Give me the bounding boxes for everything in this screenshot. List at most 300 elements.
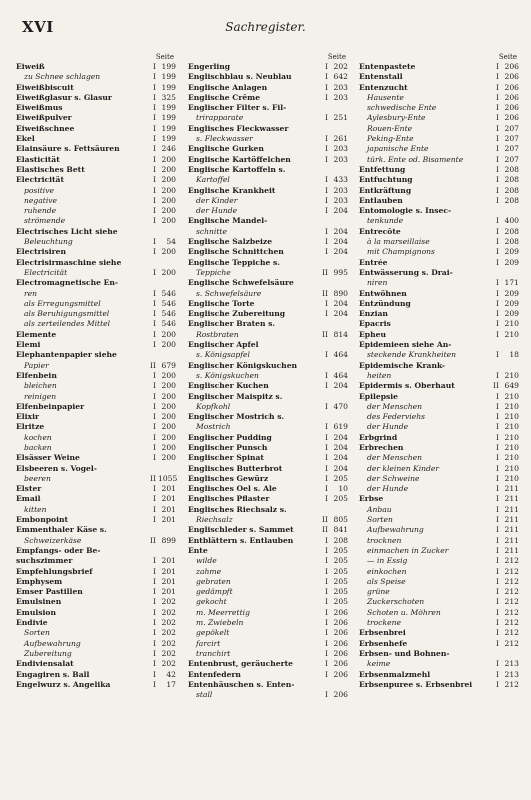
index-entry [188, 371, 348, 381]
entry-volume: I [325, 422, 328, 432]
entry-page: 206 [504, 82, 519, 92]
entry-page: 210 [504, 422, 519, 432]
entry-page: 206 [333, 659, 348, 669]
entry-page: 54 [166, 237, 176, 247]
entry-volume: I [496, 576, 499, 586]
entry-page: 210 [504, 401, 519, 411]
index-entry [359, 443, 519, 453]
entry-volume: I [325, 442, 328, 452]
entry-term: Englische Crême [188, 92, 261, 102]
entry-page: 199 [161, 134, 176, 144]
entry-volume: I [496, 329, 499, 339]
index-entry [16, 392, 176, 402]
index-entry [16, 381, 176, 391]
entry-page: 202 [333, 62, 348, 71]
entry-term: Rouen-Ente [367, 123, 413, 133]
entry-term: farcirt [196, 638, 221, 648]
entry-term: einmachen in Zucker [367, 545, 449, 555]
index-entry [188, 453, 348, 463]
index-entry [359, 402, 519, 412]
entry-volume: I [496, 515, 499, 525]
index-entry [359, 175, 519, 185]
entry-page: 470 [333, 401, 348, 411]
entry-volume: I [153, 309, 156, 319]
entry-page: 202 [161, 659, 176, 669]
entry-term: Englische Kartoffeln s. [188, 164, 286, 174]
entry-volume: I [325, 597, 328, 607]
entry-page: 213 [504, 659, 519, 669]
index-entry [188, 134, 348, 144]
entry-page: 205 [333, 556, 348, 566]
entry-term: Erbsenbrei [359, 628, 406, 638]
entry-term: der kleinen Kinder [367, 463, 440, 473]
entry-term: Entrée [359, 257, 388, 267]
entry-term: Emser Pastillen [16, 587, 83, 597]
entry-volume: I [325, 659, 328, 669]
index-entry [16, 577, 176, 587]
entry-page: 207 [504, 134, 519, 144]
index-entry [359, 608, 519, 618]
entry-volume: I [153, 298, 156, 308]
entry-volume: I [325, 350, 328, 360]
index-entry [359, 381, 519, 391]
entry-term: Englischer Kuchen [188, 381, 269, 391]
entry-term: Kopfkohl [196, 401, 231, 411]
entry-page: 206 [333, 648, 348, 658]
entry-volume: I [496, 473, 499, 483]
entry-volume: I [496, 659, 499, 669]
entry-term: zu Schnee schlagen [24, 72, 101, 82]
entry-page: 18 [509, 350, 519, 360]
index-entry [359, 371, 519, 381]
entry-page: 212 [504, 638, 519, 648]
index-entry [188, 299, 348, 309]
entry-term: Rostbraten [196, 329, 239, 339]
entry-term: Englischer Punsch [188, 442, 268, 452]
entry-volume: I [325, 82, 328, 92]
entry-volume: I [153, 638, 156, 648]
index-entry [16, 299, 176, 309]
index-entry [188, 484, 348, 494]
entry-term: Epheu [359, 329, 386, 339]
entry-term: Englischblau s. Neublau [188, 72, 292, 82]
entry-term: Emulsinen [16, 597, 62, 607]
entry-term: Epidemieen siehe An- [359, 340, 452, 350]
entry-volume: I [496, 463, 499, 473]
entry-volume: I [325, 690, 328, 700]
entry-term: Elemente [16, 329, 57, 339]
entry-term: s. Königsapfel [196, 350, 250, 360]
entry-term: Englische Gurken [188, 144, 264, 154]
entry-page: 211 [504, 535, 519, 545]
entry-page: 208 [333, 535, 348, 545]
entry-term: einkochen [367, 566, 407, 576]
entry-term: m. Meerrettig [196, 607, 250, 617]
entry-page: 209 [504, 298, 519, 308]
entry-term: ruhende [24, 206, 57, 216]
entry-term: trockene [367, 618, 401, 628]
entry-page: 204 [333, 226, 348, 236]
entry-page: 200 [161, 216, 176, 226]
seite-label: Seite [155, 53, 174, 61]
entry-volume: I [153, 659, 156, 669]
entry-term: Emmenthaler Käse s. [16, 525, 107, 535]
entry-volume: I [325, 463, 328, 473]
entry-page: 208 [504, 226, 519, 236]
entry-term: Electricität [24, 267, 68, 277]
entry-term: Englisches Butterbrot [188, 463, 283, 473]
entry-term: Entfettung [359, 164, 406, 174]
entry-term: Empfangs- oder Be- [16, 545, 101, 555]
entry-volume: I [496, 442, 499, 452]
index-entry [188, 422, 348, 432]
entry-term: als zerteilendes Mittel [24, 319, 111, 329]
entry-list [16, 62, 176, 690]
index-entry [16, 608, 176, 618]
entry-volume: I [153, 504, 156, 514]
entry-volume: I [325, 298, 328, 308]
index-entry [16, 124, 176, 134]
entry-page: 206 [333, 638, 348, 648]
entry-page: 205 [333, 576, 348, 586]
index-entry [188, 639, 348, 649]
entry-page: 642 [333, 72, 348, 82]
entry-volume: I [153, 113, 156, 123]
entry-term: strömende [24, 216, 66, 226]
index-entry [188, 505, 348, 515]
entry-term: Englischer Spinat [188, 453, 264, 463]
entry-page: 201 [161, 504, 176, 514]
entry-term: Eiweißpulver [16, 113, 72, 123]
entry-page: 205 [333, 545, 348, 555]
entry-term: Entwöhnen [359, 288, 407, 298]
index-entry [16, 155, 176, 165]
index-entry [188, 680, 348, 690]
index-entry [188, 227, 348, 237]
entry-page: 10 [338, 484, 348, 494]
index-entry [16, 319, 176, 329]
entry-volume: I [153, 648, 156, 658]
entry-page: 200 [161, 329, 176, 339]
entry-term: Schweizerkäse [24, 535, 82, 545]
entry-volume: I [496, 638, 499, 648]
entry-term: backen [24, 442, 52, 452]
index-entry [16, 649, 176, 659]
entry-volume: I [496, 257, 499, 267]
index-entry [359, 412, 519, 422]
entry-page: 211 [504, 515, 519, 525]
entry-volume: I [325, 638, 328, 648]
entry-term: Entomologie s. Insec- [359, 206, 452, 216]
entry-page: 171 [504, 278, 519, 288]
entry-term: heiten [367, 370, 392, 380]
index-entry [16, 340, 176, 350]
entry-term: Schoten u. Möhren [367, 607, 441, 617]
entry-term: ren [24, 288, 38, 298]
entry-page: 200 [161, 164, 176, 174]
entry-volume: I [153, 319, 156, 329]
entry-page: 200 [161, 432, 176, 442]
entry-page: 199 [161, 113, 176, 123]
index-entry [188, 165, 348, 175]
index-entry [359, 62, 519, 72]
index-entry [188, 474, 348, 484]
index-entry [359, 124, 519, 134]
index-entry [359, 216, 519, 226]
entry-volume: I [496, 185, 499, 195]
entry-page: 546 [161, 319, 176, 329]
entry-term: Engelwurz s. Angelika [16, 679, 111, 689]
entry-term: — in Essig [367, 556, 408, 566]
entry-term: des Federviehs [367, 412, 425, 422]
index-entry [16, 309, 176, 319]
entry-term: Erbsenhefe [359, 638, 408, 648]
entry-page: 200 [161, 175, 176, 185]
entry-volume: I [496, 247, 499, 257]
entry-term: Entenfedern [188, 669, 241, 679]
index-entry [188, 587, 348, 597]
entry-page: 1055 [158, 473, 178, 483]
entry-term: als Beruhigungsmittel [24, 309, 110, 319]
index-entry [359, 330, 519, 340]
entry-term: Englisches Riechsalz s. [188, 504, 287, 514]
index-entry [188, 670, 348, 680]
entry-volume: I [325, 113, 328, 123]
entry-volume: I [325, 545, 328, 555]
entry-term: Elritze [16, 422, 45, 432]
entry-volume: I [496, 298, 499, 308]
index-entry [359, 72, 519, 82]
entry-page: 211 [504, 525, 519, 535]
entry-term: Sorten [367, 515, 393, 525]
entry-term: Englischer Pudding [188, 432, 272, 442]
index-entry [188, 577, 348, 587]
entry-volume: I [325, 195, 328, 205]
entry-term: Elephantenpapier siehe [16, 350, 117, 360]
entry-page: 546 [161, 309, 176, 319]
entry-term: Eiweißbiscuit [16, 82, 74, 92]
index-entry [188, 155, 348, 165]
index-entry [16, 247, 176, 257]
entry-page: 203 [333, 144, 348, 154]
entry-term: Englischleder s. Sammet [188, 525, 294, 535]
entry-term: der Menschen [367, 401, 422, 411]
entry-volume: I [325, 535, 328, 545]
entry-volume: I [325, 309, 328, 319]
entry-page: 212 [504, 566, 519, 576]
entry-page: 210 [504, 473, 519, 483]
entry-page: 200 [161, 412, 176, 422]
entry-term: Entwässerung s. Drai- [359, 267, 453, 277]
entry-volume: I [325, 144, 328, 154]
index-entry [359, 93, 519, 103]
entry-volume: I [153, 288, 156, 298]
index-entry [188, 392, 348, 402]
entry-volume: I [325, 381, 328, 391]
entry-term: beeren [24, 473, 51, 483]
index-entry [188, 144, 348, 154]
entry-term: negative [24, 195, 58, 205]
entry-page: 211 [504, 484, 519, 494]
index-entry [188, 546, 348, 556]
entry-page: 204 [333, 381, 348, 391]
index-entry [359, 536, 519, 546]
entry-volume: I [496, 82, 499, 92]
entry-page: 203 [333, 154, 348, 164]
entry-volume: I [153, 82, 156, 92]
entry-page: 207 [504, 154, 519, 164]
entry-term: Aylesbury-Ente [367, 113, 426, 123]
index-entry [359, 433, 519, 443]
index-entry [16, 289, 176, 299]
entry-volume: I [496, 545, 499, 555]
entry-volume: I [496, 288, 499, 298]
entry-term: Englische Krankheit [188, 185, 276, 195]
entry-volume: I [153, 237, 156, 247]
entry-volume: II [322, 525, 328, 535]
entry-page: 200 [161, 370, 176, 380]
entry-term: der Hunde [196, 206, 238, 216]
entry-term: als Speise [367, 576, 406, 586]
entry-volume: I [496, 309, 499, 319]
entry-term: Elixir [16, 412, 39, 422]
page-header [0, 0, 531, 40]
entry-volume: I [496, 92, 499, 102]
entry-page: 251 [333, 113, 348, 123]
entry-page: 201 [161, 515, 176, 525]
entry-volume: I [153, 576, 156, 586]
entry-term: Englische Mandel- [188, 216, 268, 226]
index-entry [16, 453, 176, 463]
entry-volume: I [153, 329, 156, 339]
entry-page: 210 [504, 453, 519, 463]
entry-page: 325 [161, 92, 176, 102]
entry-term: Englische Teppiche s. [188, 257, 280, 267]
entry-term: Entenzucht [359, 82, 408, 92]
index-entry [16, 505, 176, 515]
entry-volume: I [153, 103, 156, 113]
index-entry [16, 113, 176, 123]
entry-term: grüne [367, 587, 390, 597]
entry-volume: I [496, 401, 499, 411]
entry-volume: I [496, 113, 499, 123]
entry-page: 208 [504, 175, 519, 185]
index-entry [188, 618, 348, 628]
entry-volume: I [325, 607, 328, 617]
entry-page: 206 [504, 113, 519, 123]
entry-term: Engagiren s. Ball [16, 669, 90, 679]
entry-volume: I [496, 370, 499, 380]
entry-volume: I [153, 494, 156, 504]
entry-term: Englische Zubereitung [188, 309, 286, 319]
entry-term: Elsässer Weine [16, 453, 80, 463]
entry-volume: I [496, 226, 499, 236]
entry-term: der Hunde [367, 484, 409, 494]
entry-volume: I [325, 92, 328, 102]
index-entry [359, 587, 519, 597]
entry-volume: I [325, 453, 328, 463]
entry-volume: I [496, 154, 499, 164]
entry-volume: I [153, 669, 156, 679]
entry-page: 210 [504, 432, 519, 442]
index-entry [16, 175, 176, 185]
index-entry [188, 72, 348, 82]
entry-page: 202 [161, 628, 176, 638]
entry-term: Electrisches Licht siehe [16, 226, 118, 236]
entry-term: gedämpft [196, 587, 233, 597]
entry-term: gepökelt [196, 628, 230, 638]
index-entry [16, 144, 176, 154]
entry-volume: I [325, 473, 328, 483]
entry-term: à la marseillaise [367, 237, 430, 247]
entry-term: Ekel [16, 134, 35, 144]
entry-volume: I [153, 123, 156, 133]
index-entry [16, 103, 176, 113]
index-entry [16, 62, 176, 72]
entry-page: 208 [504, 185, 519, 195]
entry-page: 208 [504, 164, 519, 174]
entry-term: japanische Ente [367, 144, 429, 154]
index-entry [188, 124, 348, 134]
index-entry [188, 278, 348, 288]
entry-page: 201 [161, 566, 176, 576]
index-entry [16, 216, 176, 226]
entry-page: 204 [333, 237, 348, 247]
index-entry [188, 597, 348, 607]
entry-page: 841 [333, 525, 348, 535]
entry-volume: I [325, 556, 328, 566]
entry-page: 206 [333, 669, 348, 679]
entry-volume: II [322, 288, 328, 298]
entry-volume: I [153, 185, 156, 195]
entry-term: Electricität [16, 175, 64, 185]
entry-volume: II [150, 473, 156, 483]
entry-page: 200 [161, 381, 176, 391]
entry-volume: I [496, 103, 499, 113]
entry-volume: I [496, 484, 499, 494]
entry-volume: I [496, 412, 499, 422]
entry-term: reinigen [24, 391, 57, 401]
entry-volume: I [153, 432, 156, 442]
entry-page: 203 [333, 92, 348, 102]
entry-volume: I [153, 164, 156, 174]
index-entry [16, 93, 176, 103]
entry-term: Zuckerschoten [367, 597, 425, 607]
entry-page: 204 [333, 442, 348, 452]
entry-volume: II [150, 360, 156, 370]
index-entry [16, 402, 176, 412]
entry-page: 211 [504, 494, 519, 504]
entry-volume: I [153, 72, 156, 82]
entry-term: Entblättern s. Entlauben [188, 535, 294, 545]
index-entry [359, 659, 519, 669]
index-entry [359, 237, 519, 247]
index-entry [359, 680, 519, 690]
entry-page: 204 [333, 309, 348, 319]
entry-volume: I [325, 154, 328, 164]
entry-term: Electrisiren [16, 247, 67, 257]
entry-volume: I [153, 453, 156, 463]
index-entry [188, 268, 348, 278]
index-entry [16, 536, 176, 546]
entry-page: 995 [333, 267, 348, 277]
entry-term: Eiweiß [16, 62, 45, 71]
entry-volume: I [496, 278, 499, 288]
entry-page: 211 [504, 504, 519, 514]
entry-volume: I [496, 175, 499, 185]
entry-term: der Schweine [367, 473, 420, 483]
entry-term: Erbsenpuree s. Erbsenbrei [359, 679, 473, 689]
